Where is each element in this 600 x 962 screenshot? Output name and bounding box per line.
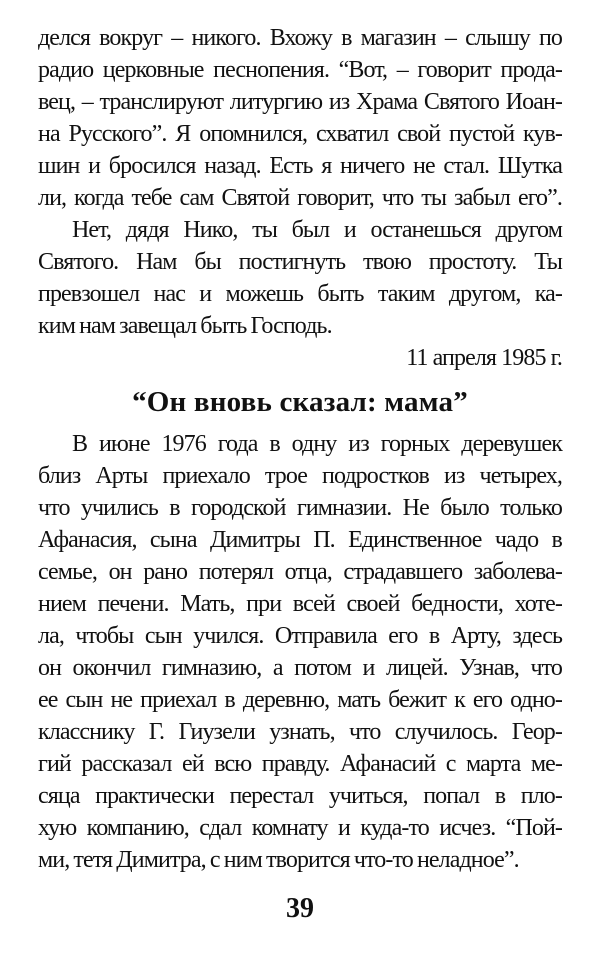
continued-paragraph (38, 22, 562, 214)
text-line: нием печени. Мать, при всей своей бедности, хоте- (38, 591, 562, 617)
text-line: В июне 1976 года в одну из горных деревушек (72, 431, 562, 457)
text-line: вец, – транслируют литургию из Храма Святого Иоан- (38, 89, 562, 115)
page-number: 39 (286, 893, 314, 924)
text-line: сяца практически перестал учиться, попал в пло- (38, 783, 562, 809)
text-line: ла, чтобы сын учился. Отправила его в Арту, здесь (38, 623, 562, 649)
section-paragraph (38, 428, 562, 876)
text-line: ми, тетя Димитра, с ним творится что-то неладное”. (38, 847, 519, 873)
text-line: Афанасия, сына Димитры П. Единственное чадо в (38, 527, 562, 553)
book-page (38, 22, 562, 876)
text-line: радио церковные песнопения. “Вот, – говорит прода- (38, 57, 562, 83)
text-line: ли, когда тебе сам Святой говорит, что ты забыл его”. (38, 185, 562, 211)
text-line: он окончил гимназию, а потом и лицей. Узнав, что (38, 655, 562, 681)
date-signature: 11 апреля 1985 г. (406, 345, 562, 371)
text-line: шин и бросился назад. Есть я ничего не стал. Шутка (38, 153, 562, 179)
text-line: Нет, дядя Нико, ты был и останешься другом (72, 217, 562, 243)
text-line: класснику Г. Гиузели узнать, что случилось. Геор- (38, 719, 562, 745)
text-line: близ Арты приехало трое подростков из четырех, (38, 463, 562, 489)
text-line: Святого. Нам бы постигнуть твою простоту. Ты (38, 249, 562, 275)
text-line: на Русского”. Я опомнился, схватил свой пустой кув- (38, 121, 562, 147)
text-line: делся вокруг – никого. Вхожу в магазин – слышу по (38, 25, 562, 51)
closing-paragraph (38, 214, 562, 342)
text-line: что учились в городской гимназии. Не было только (38, 495, 562, 521)
text-line: ее сын не приехал в деревню, мать бежит к его одно- (38, 687, 562, 713)
text-line: гий рассказал ей всю правду. Афанасий с марта ме- (38, 751, 562, 777)
section-heading: “Он вновь сказал: мама” (132, 386, 468, 418)
text-line: хую компанию, сдал комнату и куда-то исчез. “Пой- (38, 815, 562, 841)
text-line: ким нам завещал быть Господь. (38, 313, 332, 339)
text-line: превзошел нас и можешь быть таким другом, ка- (38, 281, 562, 307)
text-line: семье, он рано потерял отца, страдавшего заболева- (38, 559, 562, 585)
